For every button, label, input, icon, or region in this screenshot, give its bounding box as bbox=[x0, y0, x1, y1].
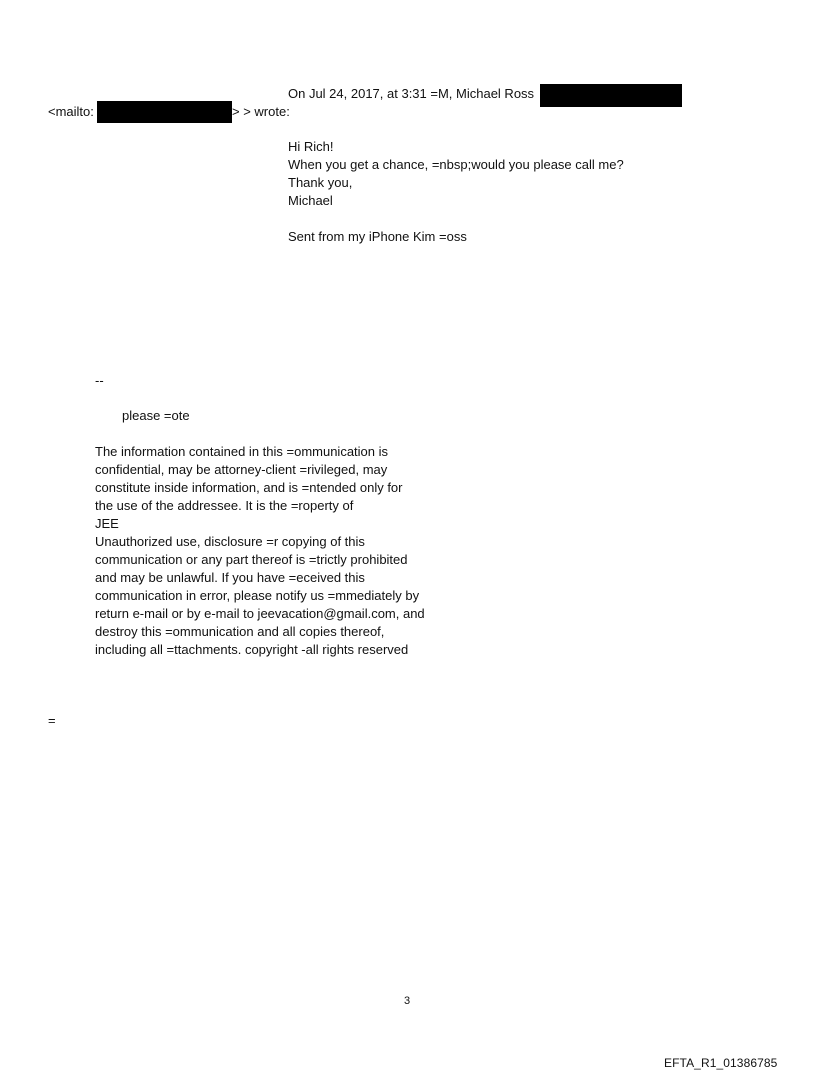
disclaimer-line: Unauthorized use, disclosure =r copying of this bbox=[95, 534, 365, 549]
mailto-suffix: > > wrote: bbox=[232, 104, 290, 119]
mailto-prefix: <mailto: bbox=[48, 104, 94, 119]
trailing-equals: = bbox=[48, 713, 56, 728]
message-line: Hi Rich! bbox=[288, 139, 334, 154]
disclaimer-line: including all =ttachments. copyright -all rights reserved bbox=[95, 642, 409, 657]
disclaimer-line: the use of the addressee. It is the =roperty of bbox=[95, 498, 354, 513]
disclaimer-line: confidential, may be attorney-client =rivileged, may bbox=[95, 462, 388, 477]
disclaimer-line: communication or any part thereof is =trictly prohibited bbox=[95, 552, 408, 567]
disclaimer-line: communication in error, please notify us =mmediately by bbox=[95, 588, 420, 603]
disclaimer-line: return e-mail or by e-mail to jeevacation@gmail.com, and bbox=[95, 606, 425, 621]
disclaimer-line: destroy this =ommunication and all copies thereof, bbox=[95, 624, 385, 639]
reply-header-line: On Jul 24, 2017, at 3:31 =M, Michael Ross bbox=[288, 86, 535, 101]
disclaimer-line: The information contained in this =ommunication is bbox=[95, 444, 389, 459]
message-line: Michael bbox=[288, 193, 333, 208]
disclaimer-line: constitute inside information, and is =ntended only for bbox=[95, 480, 403, 495]
disclaimer-line: and may be unlawful. If you have =eceived this bbox=[95, 570, 365, 585]
disclaimer-line: JEE bbox=[95, 516, 119, 531]
redacted-email-block bbox=[540, 84, 682, 107]
signature-separator: -- bbox=[95, 373, 104, 388]
bates-number: EFTA_R1_01386785 bbox=[664, 1056, 778, 1070]
signature-note: please =ote bbox=[122, 408, 190, 423]
message-line: When you get a chance, =nbsp;would you please call me? bbox=[288, 157, 624, 172]
page-number: 3 bbox=[404, 995, 411, 1007]
message-line: Thank you, bbox=[288, 175, 353, 190]
redacted-mailto-block bbox=[97, 101, 232, 123]
message-line: Sent from my iPhone Kim =oss bbox=[288, 229, 467, 244]
